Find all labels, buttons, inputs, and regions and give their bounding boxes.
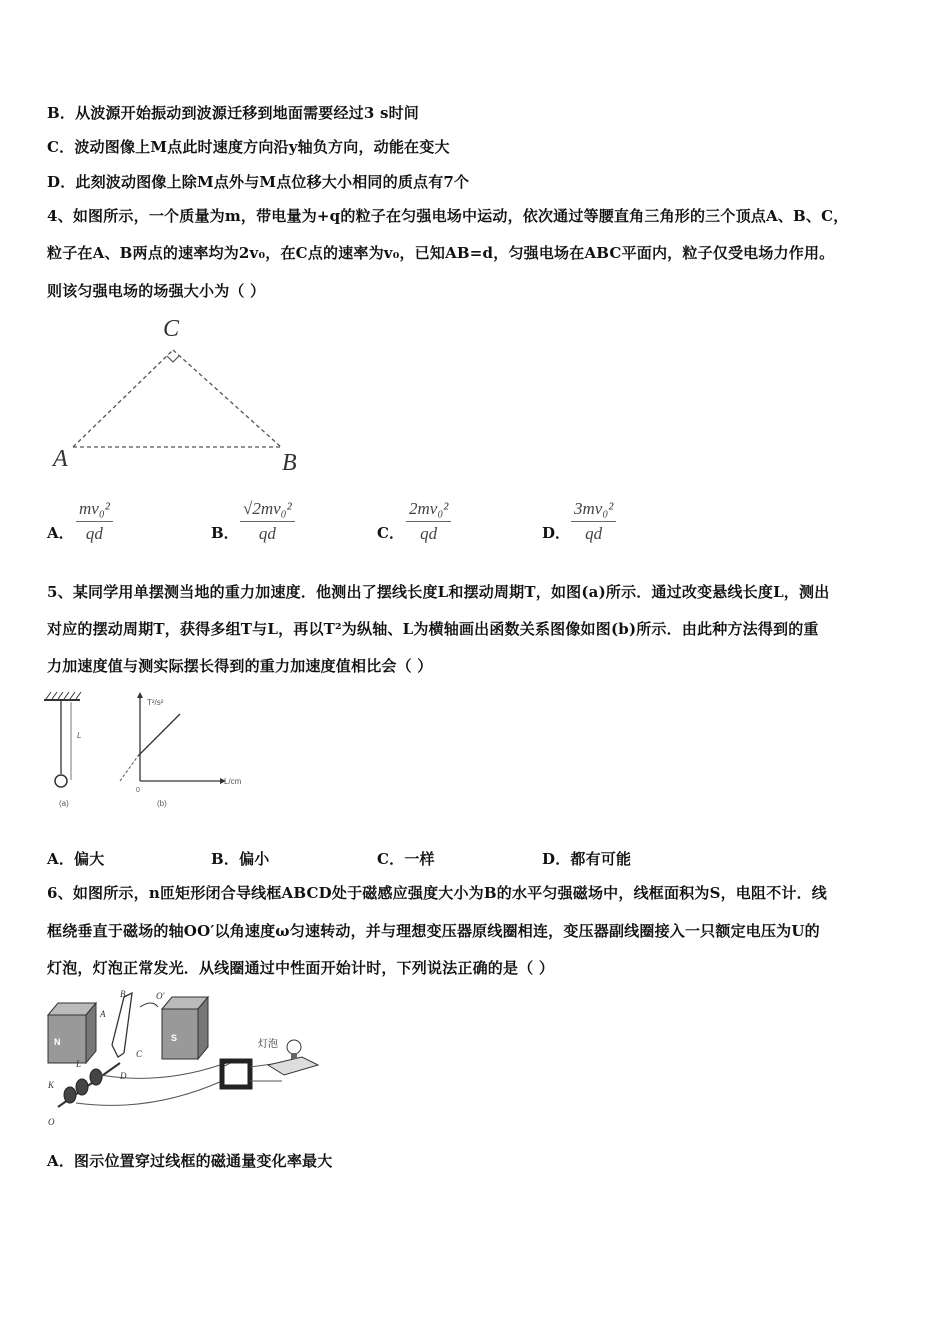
q5-option-c: C．一样 xyxy=(377,850,435,868)
q3-option-b: B．从波源开始振动到波源迁移到地面需要经过3 s时间 xyxy=(47,104,419,122)
q4-option-b-formula xyxy=(240,497,295,546)
q4-option-a-denominator: qd xyxy=(85,524,103,543)
vertex-a-label: A xyxy=(53,446,68,472)
q4-stem-line3: 则该匀强电场的场强大小为（ ） xyxy=(47,282,266,300)
q3-option-d: D．此刻波动图像上除M点外与M点位移大小相同的质点有7个 xyxy=(47,173,470,191)
figure-a-caption: (a) xyxy=(59,799,69,808)
q6-stem-line1: 6、如图所示，n匝矩形闭合导线框ABCD处于磁感应强度大小为B的水平匀强磁场中，线框面积为S，电阻不计．线 xyxy=(47,884,827,902)
graph-origin-label: 0 xyxy=(136,787,140,794)
vertex-b-label: B xyxy=(282,450,297,476)
q6-generator-figure xyxy=(40,985,340,1130)
coil-c-label: C xyxy=(136,1049,143,1059)
q4-triangle-figure xyxy=(45,310,315,480)
q4-option-c-formula xyxy=(406,497,451,546)
q5-pendulum-graph-figure xyxy=(40,688,255,818)
q4-stem-line1: 4、如图所示，一个质量为m，带电量为+q的粒子在匀强电场中运动，依次通过等腰直角三角形的三个顶点A、B、C， xyxy=(47,207,849,225)
q6-stem-line3: 灯泡，灯泡正常发光．从线圈通过中性面开始计时，下列说法正确的是（ ） xyxy=(47,959,555,977)
figure-b-caption: (b) xyxy=(157,799,167,808)
q6-option-a: A．图示位置穿过线框的磁通量变化率最大 xyxy=(47,1152,333,1170)
q4-option-b-numerator: √2mv₀² xyxy=(240,497,295,522)
brush-k-label: K xyxy=(48,1080,55,1090)
q5-stem-line3: 力加速度值与测实际摆长得到的重力加速度值相比会（ ） xyxy=(47,657,433,675)
axis-o-label: O xyxy=(48,1117,55,1127)
q3-option-c: C．波动图像上M点此时速度方向沿y轴负方向，动能在变大 xyxy=(47,138,450,156)
q5-option-a: A．偏大 xyxy=(47,850,105,868)
graph-x-axis-label: L/cm xyxy=(224,777,242,786)
q5-option-d: D．都有可能 xyxy=(542,850,632,868)
coil-d-label: D xyxy=(120,1071,127,1081)
q4-option-d-denominator: qd xyxy=(585,524,603,543)
q5-option-b: B．偏小 xyxy=(211,850,270,868)
q4-option-c-label: C． xyxy=(377,524,404,542)
q4-option-d-formula xyxy=(571,497,616,546)
magnet-s-label: S xyxy=(171,1033,178,1043)
q4-option-b-denominator: qd xyxy=(258,524,276,543)
length-label: L xyxy=(77,731,82,740)
brush-l-label: L xyxy=(76,1059,82,1069)
q5-stem-line1: 5、某同学用单摆测当地的重力加速度．他测出了摆线长度L和摆动周期T，如图(a)所示．通过改变悬线长度L，测出 xyxy=(47,583,830,601)
q4-option-d-numerator: 3mv₀² xyxy=(571,497,616,522)
q5-stem-line2: 对应的摆动周期T，获得多组T与L，再以T²为纵轴、L为横轴画出函数关系图像如图(b)所示．由此种方法得到的重 xyxy=(47,620,819,638)
coil-a-label: A xyxy=(100,1009,106,1019)
q6-stem-line2: 框绕垂直于磁场的轴OO′以角速度ω匀速转动，并与理想变压器原线圈相连，变压器副线圈接入一只额定电压为U的 xyxy=(47,922,820,940)
coil-b-label: B xyxy=(120,989,126,999)
q4-stem-line2: 粒子在A、B两点的速率均为2v₀，在C点的速率为v₀，已知AB=d，匀强电场在ABC平面内，粒子仅受电场力作用。 xyxy=(47,244,835,262)
q4-option-c-numerator: 2mv₀² xyxy=(406,497,451,522)
axis-o-prime-label: O′ xyxy=(156,991,165,1001)
q4-option-d-label: D． xyxy=(542,524,571,542)
q4-option-b-label: B． xyxy=(211,524,239,542)
bulb-label: 灯泡 xyxy=(258,1039,278,1050)
graph-y-axis-label: T²/s² xyxy=(147,698,164,707)
q4-option-c-denominator: qd xyxy=(420,524,438,543)
q4-option-a-formula xyxy=(76,497,113,546)
magnet-n-label: N xyxy=(54,1037,61,1047)
q4-option-a-numerator: mv₀² xyxy=(76,497,113,522)
q4-option-a-label: A． xyxy=(47,524,74,542)
vertex-c-label: C xyxy=(163,316,180,342)
